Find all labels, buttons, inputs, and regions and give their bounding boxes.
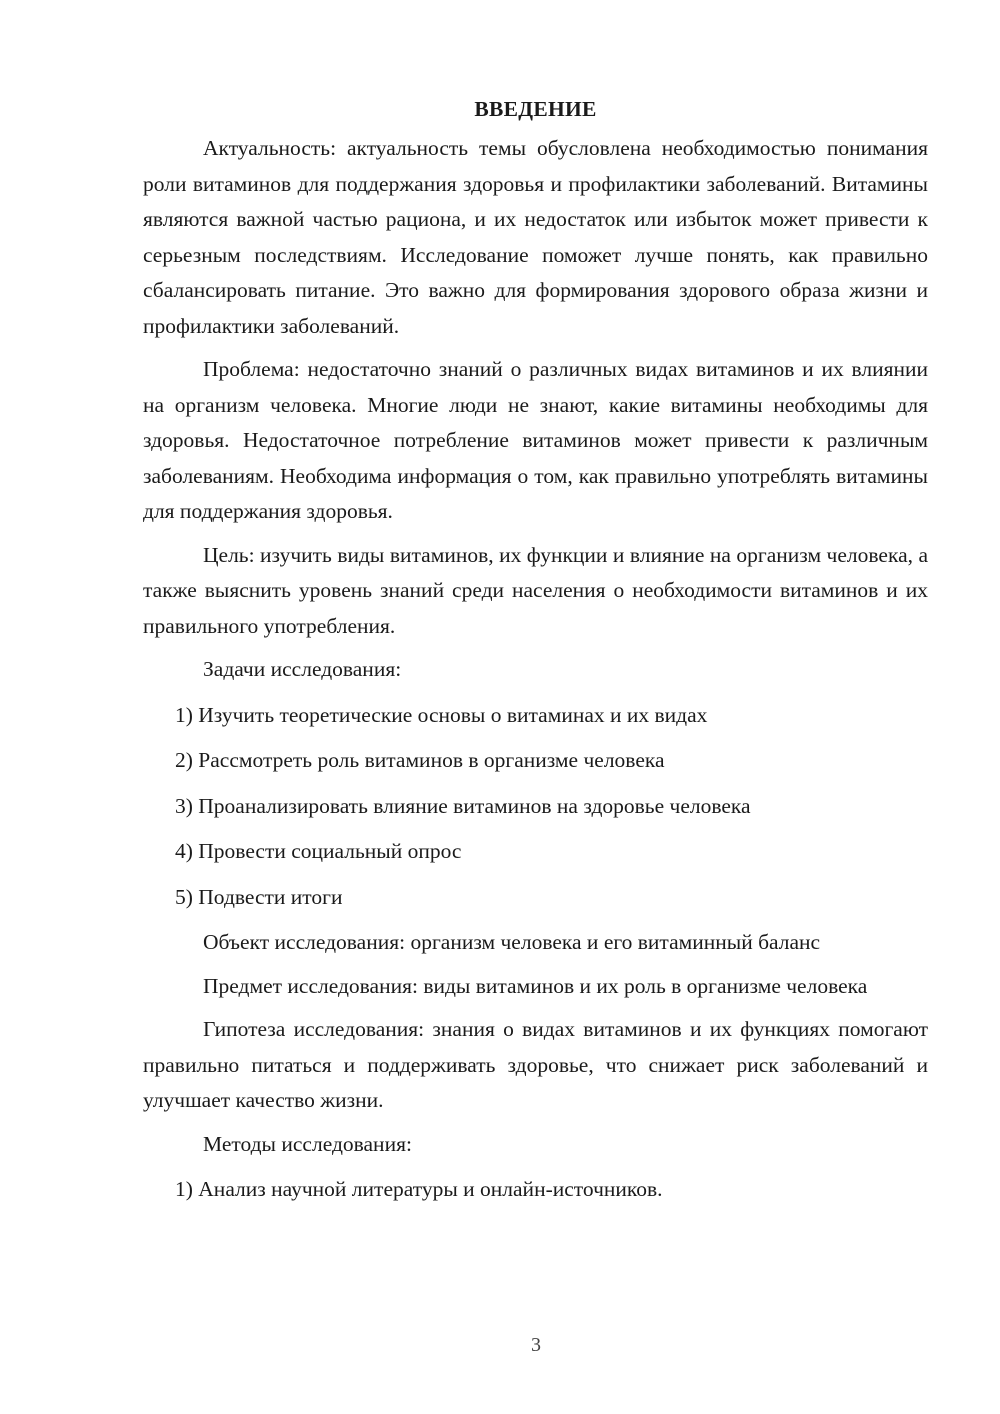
list-item: 2) Рассмотреть роль витаминов в организме человека bbox=[175, 748, 665, 772]
list-item: 3) Проанализировать влияние витаминов на здоровье человека bbox=[175, 793, 751, 818]
list-item: 5) Подвести итоги bbox=[175, 884, 343, 909]
object-paragraph: Объект исследования: организм человека и его витаминный баланс bbox=[203, 930, 821, 954]
list-item: 4) Провести социальный опрос bbox=[175, 839, 462, 863]
page-number: 3 bbox=[531, 1334, 541, 1356]
problem-paragraph: Проблема: недостаточно знаний о различных видах витаминов и их влиянии на организм человека. Многие люди не знают, какие витамины необходимы для здоровья. Недостаточное потребление витаминов может привести к различным заболеваниям. Необходима информация о том, как правильно употреблять витамины для поддержания здоровья. bbox=[143, 357, 928, 523]
hypothesis-paragraph: Гипотеза исследования: знания о видах витаминов и их функциях помогают правильно питаться и поддерживать здоровье, что снижает риск заболеваний и улучшает качество жизни. bbox=[143, 1017, 928, 1112]
list-item: 1) Изучить теоретические основы о витаминах и их видах bbox=[175, 702, 708, 727]
tasks-list bbox=[143, 698, 928, 916]
subject-paragraph: Предмет исследования: виды витаминов и их роль в организме человека bbox=[203, 973, 868, 998]
section-heading: ВВЕДЕНИЕ bbox=[474, 97, 597, 121]
goal-paragraph: Цель: изучить виды витаминов, их функции и влияние на организм человека, а также выяснить уровень знаний среди населения о необходимости витаминов и их правильного употребления. bbox=[143, 542, 928, 638]
list-item: 1) Анализ научной литературы и онлайн-источников. bbox=[175, 1177, 663, 1201]
tasks-label: Задачи исследования: bbox=[203, 657, 402, 681]
document-page bbox=[143, 92, 928, 1218]
relevance-paragraph: Актуальность: актуальность темы обусловлена необходимостью понимания роли витаминов для поддержания здоровья и профилактики заболеваний. Витамины являются важной частью рациона, и их недостаток или избыток может привести к серьезным последствиям. Исследование поможет лучше понять, как правильно сбалансировать питание. Это важно для формирования здорового образа жизни и профилактики заболеваний. bbox=[143, 136, 928, 338]
methods-list bbox=[143, 1172, 928, 1208]
methods-label: Методы исследования: bbox=[203, 1131, 412, 1156]
